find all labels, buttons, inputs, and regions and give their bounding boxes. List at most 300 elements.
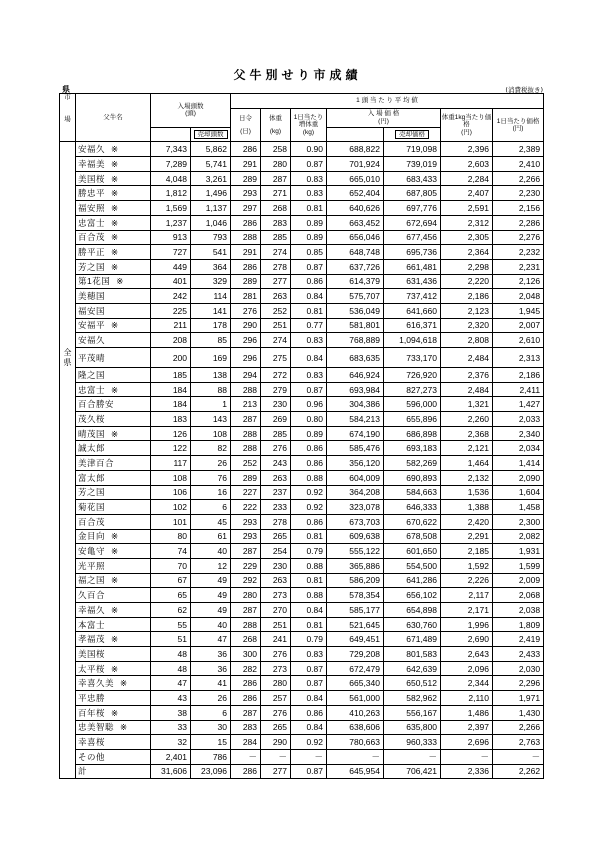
- weight-cell: 268: [261, 201, 291, 216]
- region-cell: [60, 441, 76, 456]
- sale-price-cell: 582,962: [384, 691, 441, 706]
- sire-name: 幸福美: [78, 158, 106, 169]
- weight-cell: 277: [261, 274, 291, 289]
- age-cell: 213: [231, 397, 261, 412]
- region-cell: [60, 215, 76, 230]
- weight-cell: 280: [261, 676, 291, 691]
- price-per-day-cell: 2,419: [493, 632, 544, 647]
- genomic-mark: ※: [111, 202, 119, 213]
- sale-price-cell: 630,760: [384, 617, 441, 632]
- genomic-mark: ※: [111, 173, 119, 184]
- weight-cell: 273: [261, 661, 291, 676]
- price-per-kg-cell: 2,121: [441, 441, 493, 456]
- total-sale-price-cell: 706,421: [384, 764, 441, 779]
- region-cell: [60, 485, 76, 500]
- sold-cell: 169: [191, 348, 231, 368]
- age-cell: 252: [231, 456, 261, 471]
- price-per-day-cell: 2,286: [493, 215, 544, 230]
- price-per-day-cell: 2,410: [493, 157, 544, 172]
- sire-name-cell: [76, 157, 151, 172]
- region-cell: [60, 603, 76, 618]
- sire-name-cell: [76, 544, 151, 559]
- results-table: [59, 93, 544, 779]
- region-cell: [60, 573, 76, 588]
- arrivals-cell: 7,289: [151, 157, 191, 172]
- arrivals-cell: 101: [151, 514, 191, 529]
- table-row: [60, 318, 544, 333]
- table-row: [60, 470, 544, 485]
- weight-cell: 254: [261, 544, 291, 559]
- sire-name-cell: [76, 397, 151, 412]
- arrivals-cell: 183: [151, 412, 191, 427]
- age-cell: 283: [231, 720, 261, 735]
- weight-cell: 272: [261, 368, 291, 383]
- daily-gain-cell: 0.79: [291, 632, 327, 647]
- sale-price-cell: 616,371: [384, 318, 441, 333]
- daily-gain-cell: 0.83: [291, 186, 327, 201]
- total-label: 計: [76, 764, 151, 779]
- sire-name-cell: [76, 426, 151, 441]
- region-cell: [60, 426, 76, 441]
- weight-cell: 283: [261, 215, 291, 230]
- sale-price-cell: 960,333: [384, 735, 441, 750]
- table-header: [60, 94, 544, 142]
- sold-cell: 45: [191, 514, 231, 529]
- price-per-day-cell: 2,300: [493, 514, 544, 529]
- price-per-day-cell: 1,430: [493, 705, 544, 720]
- price-cell: 656,046: [327, 230, 384, 245]
- sale-price-cell: 686,898: [384, 426, 441, 441]
- price-per-day-cell: 2,048: [493, 289, 544, 304]
- arrivals-cell: 43: [151, 691, 191, 706]
- sire-name-cell: [76, 368, 151, 383]
- sale-price-cell: 697,776: [384, 201, 441, 216]
- age-cell: 288: [231, 426, 261, 441]
- price-per-day-cell: 1,809: [493, 617, 544, 632]
- daily-gain-cell: 0.84: [291, 348, 327, 368]
- age-cell: －: [231, 749, 261, 764]
- arrivals-cell: 184: [151, 382, 191, 397]
- arrivals-cell: 67: [151, 573, 191, 588]
- sold-cell: 1,046: [191, 215, 231, 230]
- price-cell: 585,476: [327, 441, 384, 456]
- daily-gain-cell: 0.81: [291, 617, 327, 632]
- price-per-kg-cell: 1,388: [441, 500, 493, 515]
- sire-name-cell: [76, 691, 151, 706]
- sire-name: 誠太郎: [78, 443, 106, 454]
- weight-cell: 263: [261, 470, 291, 485]
- sire-name: 孝福茂: [78, 634, 106, 645]
- sale-price-cell: 678,508: [384, 529, 441, 544]
- sold-cell: 141: [191, 303, 231, 318]
- sire-name-cell: [76, 500, 151, 515]
- price-per-day-cell: 2,411: [493, 382, 544, 397]
- price-per-kg-cell: 1,486: [441, 705, 493, 720]
- daily-gain-cell: 0.83: [291, 647, 327, 662]
- sire-name-cell: [76, 259, 151, 274]
- sale-price-cell: 1,094,618: [384, 333, 441, 348]
- region-cell: [60, 661, 76, 676]
- price-per-kg-cell: 2,344: [441, 676, 493, 691]
- sale-price-cell: 687,805: [384, 186, 441, 201]
- daily-gain-cell: 0.86: [291, 514, 327, 529]
- table-row: [60, 617, 544, 632]
- sire-name-cell: [76, 142, 151, 157]
- region-cell: [60, 705, 76, 720]
- age-cell: 281: [231, 289, 261, 304]
- weight-cell: 278: [261, 514, 291, 529]
- arrivals-cell: 208: [151, 333, 191, 348]
- region-cell: [60, 529, 76, 544]
- table-row: [60, 441, 544, 456]
- genomic-mark: ※: [111, 663, 119, 674]
- price-per-day-cell: 2,389: [493, 142, 544, 157]
- price-per-day-cell: 1,931: [493, 544, 544, 559]
- daily-gain-cell: 0.92: [291, 485, 327, 500]
- table-row: [60, 485, 544, 500]
- sire-name: 勝忠平: [78, 188, 106, 199]
- sold-cell: 82: [191, 441, 231, 456]
- weight-cell: 263: [261, 573, 291, 588]
- price-cell: 555,122: [327, 544, 384, 559]
- weight-cell: 269: [261, 412, 291, 427]
- region-cell: [60, 588, 76, 603]
- age-cell: 222: [231, 500, 261, 515]
- price-cell: 561,000: [327, 691, 384, 706]
- sire-name-cell: [76, 348, 151, 368]
- daily-gain-cell: 0.86: [291, 705, 327, 720]
- sale-price-cell: 601,650: [384, 544, 441, 559]
- sire-name: 幸福久: [78, 604, 106, 615]
- table-row: [60, 661, 544, 676]
- age-cell: 268: [231, 632, 261, 647]
- age-cell: 288: [231, 617, 261, 632]
- daily-gain-cell: 0.79: [291, 544, 327, 559]
- genomic-mark: ※: [111, 247, 119, 258]
- sold-cell: 786: [191, 749, 231, 764]
- sold-cell: 15: [191, 735, 231, 750]
- weight-cell: 265: [261, 529, 291, 544]
- region-cell: [60, 412, 76, 427]
- region-cell: [60, 230, 76, 245]
- daily-gain-cell: 0.80: [291, 412, 327, 427]
- price-per-kg-cell: 2,643: [441, 647, 493, 662]
- region-cell: [60, 676, 76, 691]
- weight-cell: 241: [261, 632, 291, 647]
- sire-name: 美国桜: [78, 173, 106, 184]
- sire-name: 美国桜: [78, 648, 106, 659]
- table-body: [60, 142, 544, 779]
- sire-name-cell: [76, 661, 151, 676]
- sire-name: 幸喜桜: [78, 737, 106, 748]
- price-cell: 638,606: [327, 720, 384, 735]
- weight-cell: 271: [261, 186, 291, 201]
- arrivals-cell: 47: [151, 676, 191, 691]
- age-cell: 291: [231, 157, 261, 172]
- sire-name: 第1花国: [78, 276, 111, 287]
- genomic-mark: ※: [111, 261, 119, 272]
- price-per-day-cell: 2,232: [493, 245, 544, 260]
- arrivals-cell: 48: [151, 661, 191, 676]
- sire-name: 晴茂国: [78, 428, 106, 439]
- age-cell: 287: [231, 705, 261, 720]
- total-arrivals-cell: 31,606: [151, 764, 191, 779]
- sire-name-cell: [76, 274, 151, 289]
- sold-cell: 5,862: [191, 142, 231, 157]
- price-per-kg-cell: 2,117: [441, 588, 493, 603]
- table-row: [60, 397, 544, 412]
- sold-cell: 12: [191, 558, 231, 573]
- sire-name-cell: [76, 603, 151, 618]
- price-per-day-cell: 2,068: [493, 588, 544, 603]
- arrivals-cell: 106: [151, 485, 191, 500]
- price-cell: 521,645: [327, 617, 384, 632]
- price-per-kg-cell: 2,690: [441, 632, 493, 647]
- price-cell: 693,984: [327, 382, 384, 397]
- sale-price-cell: 642,639: [384, 661, 441, 676]
- region-cell: [60, 382, 76, 397]
- price-cell: 365,886: [327, 558, 384, 573]
- sold-cell: 178: [191, 318, 231, 333]
- sire-name-cell: [76, 186, 151, 201]
- sale-price-cell: 654,898: [384, 603, 441, 618]
- price-per-kg-cell: 2,284: [441, 171, 493, 186]
- daily-gain-cell: 0.86: [291, 274, 327, 289]
- table-row: [60, 303, 544, 318]
- sire-name: 勝平正: [78, 247, 106, 258]
- age-cell: 290: [231, 318, 261, 333]
- price-per-day-cell: 2,034: [493, 441, 544, 456]
- price-cell: 688,822: [327, 142, 384, 157]
- sire-name-cell: [76, 230, 151, 245]
- daily-gain-cell: 0.87: [291, 157, 327, 172]
- region-cell: [60, 289, 76, 304]
- page-title: 父牛別せり市成績: [233, 68, 362, 82]
- sold-cell: 5,741: [191, 157, 231, 172]
- sold-cell: 41: [191, 676, 231, 691]
- arrivals-cell: 449: [151, 259, 191, 274]
- genomic-mark: ※: [111, 232, 119, 243]
- arrivals-cell: 2,401: [151, 749, 191, 764]
- price-cell: 646,924: [327, 368, 384, 383]
- price-cell: 672,479: [327, 661, 384, 676]
- sire-name: 富太郎: [78, 472, 106, 483]
- price-cell: 649,451: [327, 632, 384, 647]
- sold-cell: 3,261: [191, 171, 231, 186]
- sale-price-cell: 733,170: [384, 348, 441, 368]
- genomic-mark: ※: [116, 276, 124, 287]
- weight-cell: 251: [261, 617, 291, 632]
- sire-name-cell: [76, 735, 151, 750]
- weight-cell: 257: [261, 691, 291, 706]
- sold-cell: 16: [191, 485, 231, 500]
- sire-name: 福之国: [78, 575, 106, 586]
- total-price-per-kg-cell: 2,336: [441, 764, 493, 779]
- daily-gain-cell: 0.83: [291, 368, 327, 383]
- arrivals-cell: 65: [151, 588, 191, 603]
- sold-cell: 26: [191, 691, 231, 706]
- arrivals-cell: 102: [151, 500, 191, 515]
- weight-cell: 280: [261, 157, 291, 172]
- sold-cell: 541: [191, 245, 231, 260]
- table-row: [60, 735, 544, 750]
- price-per-kg-cell: 2,368: [441, 426, 493, 441]
- age-cell: 286: [231, 676, 261, 691]
- table-row: [60, 186, 544, 201]
- weight-cell: 278: [261, 259, 291, 274]
- price-per-day-header: 1日当たり価格 (円): [493, 108, 544, 142]
- price-per-kg-cell: 2,397: [441, 720, 493, 735]
- price-per-day-cell: 2,090: [493, 470, 544, 485]
- daily-gain-cell: 0.88: [291, 588, 327, 603]
- table-row: [60, 456, 544, 471]
- arrivals-blank-header: [151, 127, 191, 142]
- price-per-kg-cell: 2,291: [441, 529, 493, 544]
- sale-price-cell: 719,098: [384, 142, 441, 157]
- age-cell: 287: [231, 544, 261, 559]
- per-head-avg-header: 1 頭 当 た り 平 均 値: [231, 94, 544, 109]
- price-per-kg-cell: 2,591: [441, 201, 493, 216]
- daily-gain-cell: 0.84: [291, 720, 327, 735]
- age-cell: 288: [231, 441, 261, 456]
- total-price-cell: 645,954: [327, 764, 384, 779]
- genomic-mark: ※: [111, 217, 119, 228]
- sold-cell: 6: [191, 705, 231, 720]
- age-cell: 286: [231, 259, 261, 274]
- arrivals-cell: 727: [151, 245, 191, 260]
- sire-name: 平忠勝: [78, 692, 106, 703]
- genomic-mark: ※: [111, 546, 119, 557]
- price-per-day-cell: 2,763: [493, 735, 544, 750]
- sire-name-cell: [76, 412, 151, 427]
- sale-price-cell: 635,800: [384, 720, 441, 735]
- weight-cell: 285: [261, 426, 291, 441]
- region-cell: [60, 259, 76, 274]
- table-row: [60, 749, 544, 764]
- price-per-kg-cell: 2,185: [441, 544, 493, 559]
- weight-cell: 243: [261, 456, 291, 471]
- table-row: [60, 588, 544, 603]
- daily-gain-cell: 0.92: [291, 500, 327, 515]
- price-per-day-cell: 1,945: [493, 303, 544, 318]
- sire-name-cell: [76, 382, 151, 397]
- sire-name-cell: [76, 245, 151, 260]
- price-per-day-cell: 2,009: [493, 573, 544, 588]
- price-per-kg-cell: 2,808: [441, 333, 493, 348]
- weight-cell: 237: [261, 485, 291, 500]
- arrivals-cell: 1,237: [151, 215, 191, 230]
- price-per-kg-cell: 2,260: [441, 412, 493, 427]
- price-per-day-cell: 2,340: [493, 426, 544, 441]
- genomic-mark: ※: [111, 531, 119, 542]
- weight-cell: 276: [261, 705, 291, 720]
- price-per-day-cell: 2,296: [493, 676, 544, 691]
- table-row: [60, 647, 544, 662]
- sale-price-cell: 670,622: [384, 514, 441, 529]
- sale-price-cell: 556,167: [384, 705, 441, 720]
- sale-price-cell: 677,456: [384, 230, 441, 245]
- age-cell: 282: [231, 661, 261, 676]
- table-row: [60, 274, 544, 289]
- table-row: [60, 603, 544, 618]
- sire-name: 本富士: [78, 619, 106, 630]
- sire-name: 美津百合: [78, 457, 115, 468]
- price-cell: 581,801: [327, 318, 384, 333]
- sire-name-cell: [76, 215, 151, 230]
- sire-name: 安福平: [78, 320, 106, 331]
- sale-price-cell: 671,489: [384, 632, 441, 647]
- table-row: [60, 230, 544, 245]
- sold-cell: 6: [191, 500, 231, 515]
- price-per-kg-cell: 2,298: [441, 259, 493, 274]
- region-cell: [60, 368, 76, 383]
- age-cell: 229: [231, 558, 261, 573]
- region-cell: [60, 632, 76, 647]
- price-cell: 586,209: [327, 573, 384, 588]
- age-cell: 227: [231, 485, 261, 500]
- sire-name: 芳之国: [78, 487, 106, 498]
- sold-cell: 88: [191, 382, 231, 397]
- price-cell: 356,120: [327, 456, 384, 471]
- table-row: [60, 171, 544, 186]
- sire-name: 美穂国: [78, 291, 106, 302]
- sale-price-cell: 582,269: [384, 456, 441, 471]
- price-per-kg-cell: 2,320: [441, 318, 493, 333]
- region-cell: [60, 544, 76, 559]
- weight-cell: 230: [261, 558, 291, 573]
- arrivals-cell: 32: [151, 735, 191, 750]
- genomic-mark: ※: [120, 678, 128, 689]
- genomic-mark: ※: [120, 722, 128, 733]
- sire-name-cell: [76, 647, 151, 662]
- price-cell: 640,626: [327, 201, 384, 216]
- price-per-kg-cell: 2,226: [441, 573, 493, 588]
- table-row: [60, 245, 544, 260]
- sale-price-header: 売却価格: [384, 127, 441, 142]
- table-row: [60, 426, 544, 441]
- sold-cell: 1,496: [191, 186, 231, 201]
- price-cell: 683,635: [327, 348, 384, 368]
- price-per-kg-cell: 1,464: [441, 456, 493, 471]
- arrivals-cell: 51: [151, 632, 191, 647]
- age-header: 日令 (日): [231, 108, 261, 142]
- arrivals-cell: 48: [151, 647, 191, 662]
- price-per-kg-cell: 2,603: [441, 157, 493, 172]
- genomic-mark: ※: [111, 144, 119, 155]
- table-row: [60, 259, 544, 274]
- sold-cell: 329: [191, 274, 231, 289]
- price-cell: 673,703: [327, 514, 384, 529]
- table-row: [60, 676, 544, 691]
- price-per-day-cell: 2,266: [493, 171, 544, 186]
- sire-name: 久百合: [78, 590, 106, 601]
- genomic-mark: ※: [111, 634, 119, 645]
- price-cell: 648,748: [327, 245, 384, 260]
- sold-cell: 138: [191, 368, 231, 383]
- sire-name: 幸喜久美: [78, 678, 115, 689]
- weight-cell: 276: [261, 647, 291, 662]
- sale-price-cell: 641,286: [384, 573, 441, 588]
- price-per-day-cell: 2,156: [493, 201, 544, 216]
- sire-name: 安福久: [78, 335, 106, 346]
- price-cell: 584,213: [327, 412, 384, 427]
- table-row: [60, 573, 544, 588]
- price-per-day-cell: 2,126: [493, 274, 544, 289]
- sale-price-cell: 641,660: [384, 303, 441, 318]
- price-cell: 609,638: [327, 529, 384, 544]
- genomic-mark: ※: [111, 428, 119, 439]
- region-cell: [60, 514, 76, 529]
